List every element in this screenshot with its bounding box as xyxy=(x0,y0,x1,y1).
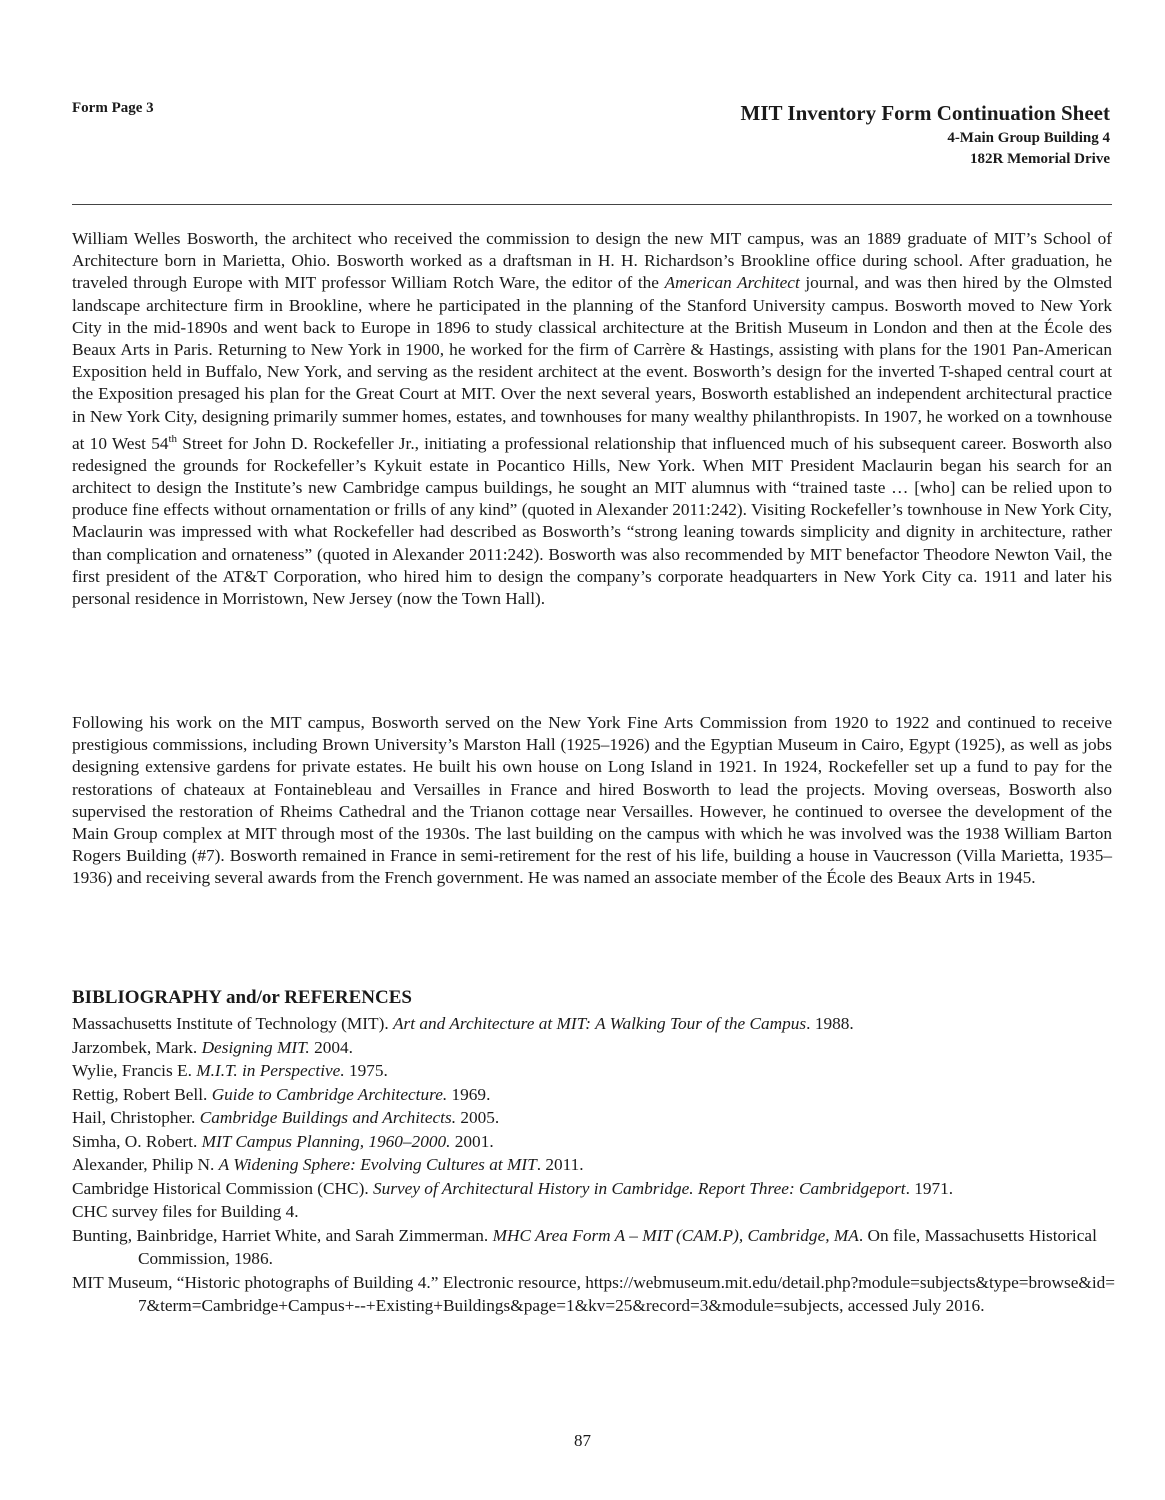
bib-year: 1975. xyxy=(344,1061,388,1080)
header-divider xyxy=(72,204,1112,205)
bib-title: A Widening Sphere: Evolving Cultures at MIT xyxy=(218,1155,537,1174)
bib-entry xyxy=(72,1224,1122,1271)
bib-author: Simha, O. Robert. xyxy=(72,1131,202,1151)
bib-year: . 1971. xyxy=(905,1178,954,1198)
journal-title: American Architect xyxy=(664,273,800,293)
bib-author: Massachusetts Institute of Technology (MIT). xyxy=(72,1014,393,1033)
bib-title: Art and Architecture at MIT: A Walking Tour of the Campus xyxy=(393,1014,807,1033)
ordinal-suffix: th xyxy=(168,432,178,445)
bib-title: Designing MIT. xyxy=(201,1037,310,1057)
bib-author: Rettig, Robert Bell. xyxy=(72,1084,212,1104)
bib-author: Alexander, Philip N. xyxy=(72,1155,219,1174)
bib-entry xyxy=(72,1059,1122,1083)
bibliography-heading: BIBLIOGRAPHY and/or REFERENCES xyxy=(72,987,412,1008)
bib-title: Guide to Cambridge Architecture. xyxy=(211,1084,448,1104)
bib-author: Wylie, Francis E. xyxy=(72,1061,197,1080)
bib-entry xyxy=(72,1177,1122,1201)
bib-entry xyxy=(72,1271,1122,1318)
bib-entry xyxy=(72,1083,1122,1107)
bib-title: MIT Campus Planning, 1960–2000. xyxy=(201,1131,451,1151)
sheet-title: MIT Inventory Form Continuation Sheet xyxy=(740,101,1110,125)
paragraph-1 xyxy=(72,228,1112,610)
paragraph-1-text-b: journal, and was then hired by the Olmsted landscape architecture firm in Brookline, where he participated in the planning of the Stanford University campus. Bosworth moved to New York City in the mid-1890s and went back to Europe in 1896 to study classical architecture at the British Museum in London and then at the École des Beaux Arts in Paris. Returning to New York in 1900, he worked for the firm of Carrère & Hastings, assisting with plans for the 1901 Pan-American Exposition held in Buffalo, New York, and serving as the resident architect at the event. Bosworth’s design for the inverted T-shaped central court at the Exposition presaged his plan for the Great Court at MIT. Over the next several years, Bosworth established an independent architectural practice in New York City, designing primarily summer homes, estates, and townhouses for many wealthy philanthropists. In 1907, he worked on a townhouse at 10 West 54 xyxy=(72,273,1113,453)
bibliography-section xyxy=(72,984,1122,1318)
bib-entry xyxy=(72,1153,1122,1177)
bib-author: Cambridge Historical Commission (CHC). xyxy=(72,1178,373,1198)
bib-year: 1969. xyxy=(447,1084,491,1104)
page-number: 87 xyxy=(574,1431,591,1450)
bib-entry xyxy=(72,1130,1122,1154)
bib-title: Cambridge Buildings and Architects. xyxy=(199,1108,457,1127)
bib-title: MHC Area Form A – MIT (CAM.P), Cambridge, MA xyxy=(492,1225,859,1245)
bib-year: . On file, Massachusetts Historical Commission, 1986. xyxy=(138,1225,1097,1268)
bib-entry xyxy=(72,1106,1122,1130)
bib-author: MIT Museum, “Historic photographs of Building 4.” Electronic resource, https://webmuseum.mit.edu/detail.php?module=subjects&type=browse&id=7&term=Cambridge+Campus+--+Existing+Buildings&page=1&kv=25&record=3&module=subjects, accessed July 2016. xyxy=(72,1272,1116,1315)
bib-year: 2004. xyxy=(309,1037,353,1057)
bib-entry xyxy=(72,1200,1122,1224)
bib-author: Jarzombek, Mark. xyxy=(72,1037,202,1057)
bib-title: Survey of Architectural History in Cambridge. Report Three: Cambridgeport xyxy=(372,1178,906,1198)
bib-author: Bunting, Bainbridge, Harriet White, and Sarah Zimmerman. xyxy=(72,1225,493,1245)
bib-author: CHC survey files for Building 4. xyxy=(72,1202,299,1221)
bib-entry xyxy=(72,1012,1122,1036)
building-address: 182R Memorial Drive xyxy=(970,151,1110,167)
paragraph-1-text-c: Street for John D. Rockefeller Jr., initiating a professional relationship that influenced much of his subsequent career. Bosworth also redesigned the grounds for Rockefeller’s Kykuit estate in Pocantico Hills, New York. When MIT President Maclaurin began his search for an architect to design the Institute’s new Cambridge campus buildings, he sought an MIT alumnus with “trained taste … [who] can be relied upon to produce fine effects without ornamentation or frills of any kind” (quoted in Alexander 2011:242). Visiting Rockefeller’s townhouse in New York City, Maclaurin was impressed with what Rockefeller had described as Bosworth’s “strong leaning towards simplicity and dignity in architecture, rather than complication and ornateness” (quoted in Alexander 2011:242). Bosworth was also recommended by MIT benefactor Theodore Newton Vail, the first president of the AT&T Corporation, who hired him to design the company’s corporate headquarters in New York City ca. 1911 and later his personal residence in Morristown, New Jersey (now the Town Hall). xyxy=(72,433,1112,609)
bibliography-list xyxy=(72,1012,1122,1318)
paragraph-2: Following his work on the MIT campus, Bosworth served on the New York Fine Arts Commission from 1920 to 1922 and continued to receive prestigious commissions, including Brown University’s Marston Hall (1925–1926) and the Egyptian Museum in Cairo, Egypt (1925), as well as jobs designing extensive gardens for private estates. He built his own house on Long Island in 1921. In 1924, Rockefeller set up a fund to pay for the restorations of chateaux at Fontainebleau and Versailles in France and hired Bosworth to lead the projects. Moving overseas, Bosworth also supervised the restoration of Rheims Cathedral and the Trianon cottage near Versailles. However, he continued to oversee the development of the Main Group complex at MIT through most of the 1930s. The last building on the campus with which he was involved was the 1938 William Barton Rogers Building (#7). Bosworth remained in France in semi-retirement for the rest of his life, building a house in Vaucresson (Villa Marietta, 1935–1936) and receiving several awards from the French government. He was named an associate member of the École des Beaux Arts in 1945. xyxy=(72,713,1112,888)
paragraph-1-text-a: William Welles Bosworth, the architect who received the commission to design the new MIT campus, was an 1889 graduate of MIT’s School of Architecture born in Marietta, Ohio. Bosworth worked as a draftsman in H. H. Richardson’s Brookline office during school. After graduation, he traveled through Europe with MIT professor William Rotch Ware, the editor of the xyxy=(72,229,1112,293)
bib-year: 2005. xyxy=(456,1108,500,1127)
header-block xyxy=(741,98,1110,170)
bib-year: . 1988. xyxy=(806,1014,854,1033)
form-page-label: Form Page 3 xyxy=(72,100,154,116)
bib-entry xyxy=(72,1036,1122,1060)
bib-year: . 2011. xyxy=(536,1155,584,1174)
bib-year: 2001. xyxy=(450,1131,494,1151)
bib-title: M.I.T. in Perspective. xyxy=(196,1061,345,1080)
building-name: 4-Main Group Building 4 xyxy=(947,130,1110,146)
bib-author: Hail, Christopher. xyxy=(72,1108,200,1127)
